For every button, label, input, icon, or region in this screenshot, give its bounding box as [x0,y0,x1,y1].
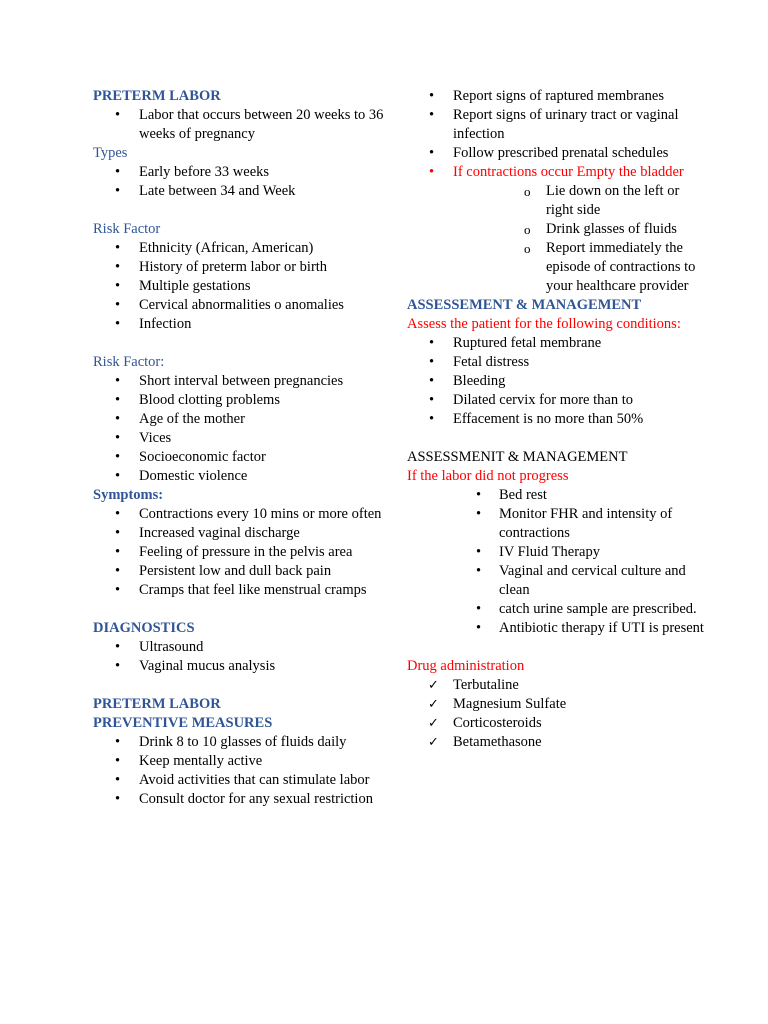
list-item: o Drink glasses of fluids [407,220,707,239]
left-column [93,87,393,809]
list-item: ✓ Corticosteroids [407,714,707,733]
list-item: • Socioeconomic factor [93,448,393,467]
list-item: ✓ Betamethasone [407,733,707,752]
list-item: • Avoid activities that can stimulate labor [93,771,393,790]
assessment-subheading: Assess the patient for the following conditions: [407,316,681,332]
list-item: • Monitor FHR and intensity of contractions [407,505,707,543]
list-item: • Domestic violence [93,467,393,486]
list-item: • Feeling of pressure in the pelvis area [93,543,393,562]
list-item: • Bleeding [407,372,707,391]
drug-administration-heading: Drug administration [407,658,525,674]
preterm-list [93,106,393,144]
list-item: o Lie down on the left or right side [407,182,707,220]
list-item: • Follow prescribed prenatal schedules [407,144,707,163]
list-item: • Persistent low and dull back pain [93,562,393,581]
list-item: • Bed rest [407,486,707,505]
risk-factor-heading: Risk Factor [93,221,161,237]
types-heading: Types [93,145,128,161]
list-item: • Vaginal mucus analysis [93,657,393,676]
list-item: ✓ Magnesium Sulfate [407,695,707,714]
list-item: • If contractions occur Empty the bladder [407,163,707,182]
assessment-2-heading: ASSESSMENIT & MANAGEMENT [407,449,628,465]
list-item: • Cervical abnormalities o anomalies [93,296,393,315]
risk-factor-list [93,239,393,334]
symptoms-list [93,505,393,600]
list-item: • Early before 33 weeks [93,163,393,182]
symptoms-heading: Symptoms: [93,487,164,503]
report-list [407,87,707,163]
list-item: • Cramps that feel like menstrual cramps [93,581,393,600]
list-item: • Age of the mother [93,410,393,429]
right-column [407,87,707,752]
diagnostics-heading: DIAGNOSTICS [93,620,195,636]
preventive-list [93,733,393,809]
list-item: • Ethnicity (African, American) [93,239,393,258]
list-item: • Blood clotting problems [93,391,393,410]
list-item: • Keep mentally active [93,752,393,771]
list-item: • Labor that occurs between 20 weeks to 36 weeks of pregnancy [93,106,393,144]
list-item: • Vices [93,429,393,448]
list-item: • Short interval between pregnancies [93,372,393,391]
assessment-2-list [407,486,707,638]
list-item: • History of preterm labor or birth [93,258,393,277]
contraction-alert-list [407,163,707,182]
list-item: • Drink 8 to 10 glasses of fluids daily [93,733,393,752]
preventive-measures-heading: PREVENTIVE MEASURES [93,715,273,731]
list-item: • Effacement is no more than 50% [407,410,707,429]
assessment-heading: ASSESSEMENT & MANAGEMENT [407,297,642,313]
diagnostics-list [93,638,393,676]
list-item: • Fetal distress [407,353,707,372]
list-item: • Antibiotic therapy if UTI is present [407,619,707,638]
list-item: • Vaginal and cervical culture and clean [407,562,707,600]
contraction-sub-list [407,182,707,296]
list-item: • Multiple gestations [93,277,393,296]
risk-factor-2-heading: Risk Factor: [93,354,165,370]
list-item: • Report signs of urinary tract or vaginal infection [407,106,707,144]
list-item: • Late between 34 and Week [93,182,393,201]
list-item: • Report signs of raptured membranes [407,87,707,106]
list-item: • Increased vaginal discharge [93,524,393,543]
list-item: • Ruptured fetal membrane [407,334,707,353]
preterm-labor-heading: PRETERM LABOR [93,88,221,104]
list-item: • catch urine sample are prescribed. [407,600,707,619]
list-item: • Ultrasound [93,638,393,657]
list-item: o Report immediately the episode of contractions to your healthcare provider [407,239,707,296]
list-item: • IV Fluid Therapy [407,543,707,562]
drug-list [407,676,707,752]
list-item: • Contractions every 10 mins or more often [93,505,393,524]
assessment-2-subheading: If the labor did not progress [407,468,569,484]
list-item: ✓ Terbutaline [407,676,707,695]
list-item: • Dilated cervix for more than to [407,391,707,410]
list-item: • Consult doctor for any sexual restriction [93,790,393,809]
list-item: • Infection [93,315,393,334]
types-list [93,163,393,201]
preterm-labor-heading-2: PRETERM LABOR [93,696,221,712]
risk-factor-2-list [93,372,393,486]
assessment-list [407,334,707,429]
